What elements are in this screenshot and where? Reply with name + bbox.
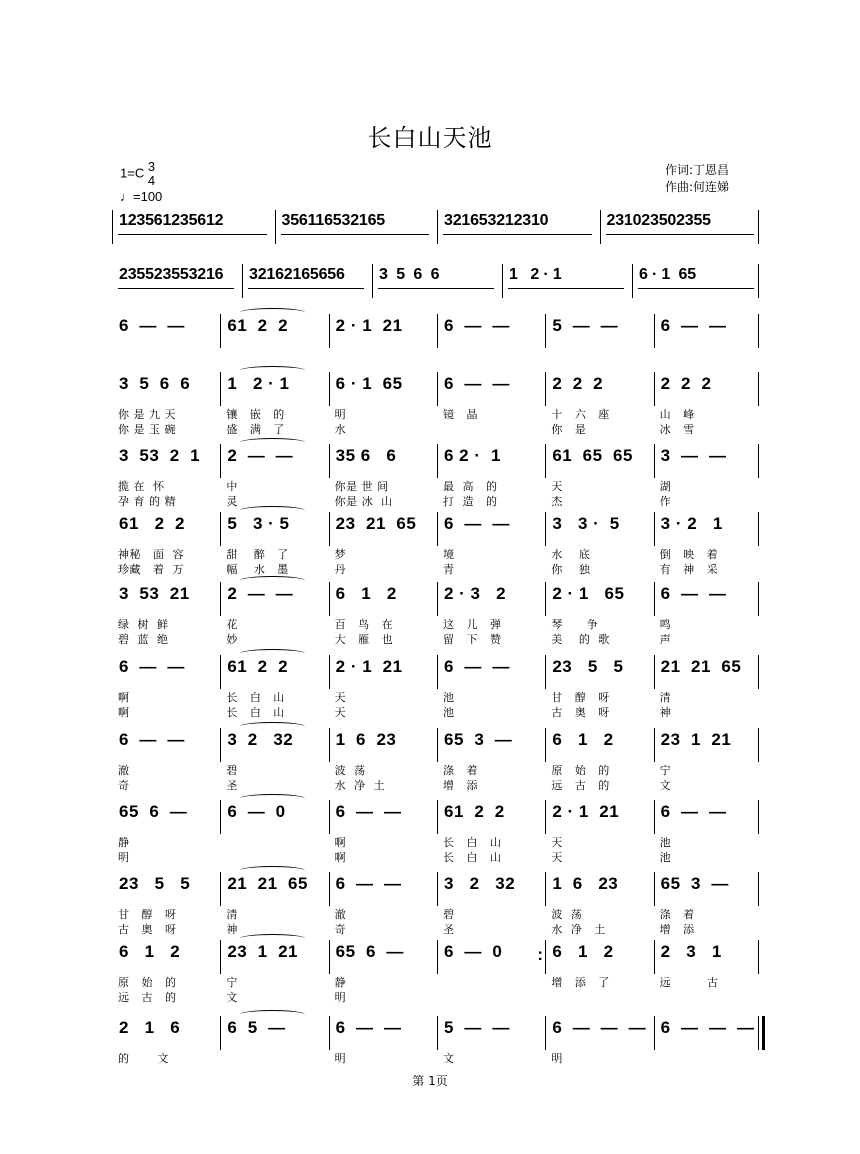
measure-notes: 1 6 23 [552,874,619,893]
lyric-line-2: 你 是 玉 碗 [118,423,176,436]
lyric-line-2: 古 奥 呀 [551,706,610,719]
barline [545,372,546,406]
lyric-line-2: 作 [659,495,672,508]
barline [437,582,438,616]
barline [437,940,438,974]
barline [329,444,330,478]
measure-notes: 3 53 21 [119,584,190,603]
barline [220,372,221,406]
key-signature: 1=C [120,165,145,181]
lyric-line-1: 宁 [659,764,672,777]
measure-notes: 32162165656 [249,266,345,283]
measure-notes: 21 21 65 [660,657,742,676]
lyric-line-1: 你是 世 间 [334,480,389,493]
time-signature [148,160,155,188]
barline [758,314,759,348]
barline [329,1016,330,1050]
measure-notes: 2 3 1 [660,942,722,961]
lyric-line-1: 揽 在 怀 [118,480,165,493]
lyric-line-1: 澈 [334,908,347,921]
measure-notes: 61 65 65 [552,446,633,465]
lyric-line-1: 天 [334,691,347,704]
lyric-line-1: 甘 醇 呀 [118,908,177,921]
barline [437,444,438,478]
lyric-line-1: 的 文 [118,1052,169,1065]
barline [220,940,221,974]
lyric-line-1: 涤 着 [443,764,478,777]
lyric-line-2: 美 的 歌 [551,633,610,646]
lyric-line-2: 你 独 [551,563,591,576]
measure-notes: 1 2 · 1 [509,266,562,283]
barline [545,582,546,616]
measure-notes: 6 — — [444,514,510,533]
lyric-line-1: 碧 [443,908,455,921]
barline [437,872,438,906]
barline [654,940,655,974]
barline [329,728,330,762]
lyric-line-1: 这 儿 弹 [443,618,502,631]
slur-mark [240,366,305,375]
measure-notes: 6 — — [119,730,185,749]
measure-notes: 6 — — [119,316,185,335]
measure-notes: 23 1 21 [227,942,298,961]
measure-notes: 21 21 65 [227,874,308,893]
measure-notes: 356116532165 [281,212,385,229]
lyric-line-1: 最 高 的 [443,480,498,493]
lyric-line-2: 丹 [334,563,347,576]
barline [220,314,221,348]
key-and-tempo [120,160,162,205]
lyric-line-1: 花 [226,618,238,631]
measure-notes: 6 — — [660,316,727,335]
time-signature-bottom: 4 [147,173,156,188]
measure-notes: 6 — — [444,657,510,676]
barline [242,264,243,298]
lyric-line-2: 增 添 [443,779,478,792]
measure-notes: 1 6 23 [335,730,397,749]
barline [437,512,438,546]
barline [437,314,438,348]
measure-notes: 61 2 2 [444,802,505,821]
barline [654,800,655,834]
slur-mark [240,794,305,803]
barline [545,728,546,762]
lyric-line-1: 波 荡 [551,908,583,921]
measure-notes: 6 — — [335,1018,402,1037]
measure-notes: 6 1 2 [335,584,397,603]
lyric-line-2: 水 净 土 [551,923,606,936]
measure-notes: 6 2 · 1 [444,446,501,465]
time-signature-top: 3 [147,159,156,174]
barline [437,372,438,406]
measure-notes: 61 2 2 [227,657,289,676]
barline [329,372,330,406]
measure-notes: 2 · 1 21 [335,657,403,676]
measure-notes: 2 · 1 21 [552,802,620,821]
lyric-line-2: 长 白 山 [226,706,285,719]
lyric-line-1: 山 峰 [659,408,695,421]
lyric-line-1: 梦 [334,548,347,561]
lyric-line-1: 十 六 座 [551,408,610,421]
lyric-line-1: 长 白 山 [226,691,285,704]
lyric-line-2: 盛 满 了 [226,423,285,436]
lyric-line-2: 声 [659,633,672,646]
measure-notes: 6 — — — [552,1018,647,1037]
lyric-line-1: 境 [443,548,455,561]
barline [545,512,546,546]
barline [220,444,221,478]
barline [758,655,759,689]
barline [329,512,330,546]
lyric-line-2: 你是 冰 山 [334,495,393,508]
final-barline [758,1016,759,1050]
barline [654,1016,655,1050]
lyric-line-1: 水 底 [551,548,591,561]
measure-notes: 61 2 2 [119,514,185,533]
lyric-line-1: 倒 映 着 [659,548,719,561]
measure-notes: 6 — — [444,316,510,335]
barline [329,314,330,348]
lyric-line-2: 池 [443,706,455,719]
lyric-line-1: 碧 [226,764,238,777]
barline [758,582,759,616]
measure-notes: 5 — — [552,316,619,335]
measure-notes: 6 — — [660,584,727,603]
slur-mark [240,866,305,875]
beam-line [508,288,624,289]
lyric-line-1: 长 白 山 [443,836,502,849]
barline [545,872,546,906]
measure-notes: 6 · 1 65 [639,266,696,283]
lyric-line-2: 碧 蓝 绝 [118,633,169,646]
lyric-line-2: 灵 [226,495,238,508]
measure-notes: 5 — — [444,1018,510,1037]
barline [220,1016,221,1050]
measure-notes: 6 — — — [660,1018,755,1037]
measure-notes: 3 2 32 [444,874,516,893]
slur-mark [240,722,305,731]
measure-notes: 321653212310 [444,212,549,229]
measure-notes: 6 — — [335,802,402,821]
tempo-marking: =100 [133,189,163,204]
measure-notes: 6 — — [119,657,185,676]
measure-notes: 2 2 2 [660,374,712,393]
lyric-line-2: 有 神 采 [659,563,719,576]
barline [112,210,113,244]
barline [437,800,438,834]
measure-notes: 65 3 — [660,874,729,893]
barline [545,314,546,348]
barline [220,872,221,906]
credits [665,162,729,196]
lyric-line-2: 水 [334,423,347,436]
barline [220,582,221,616]
barline [758,512,759,546]
barline [329,940,330,974]
barline [654,655,655,689]
barline [437,1016,438,1050]
beam-line [606,234,755,235]
barline [275,210,276,244]
barline [600,210,601,244]
measure-notes: 123561235612 [119,212,224,229]
beam-line [378,288,494,289]
measure-notes: 2 — — [227,584,294,603]
beam-line [638,288,754,289]
lyric-line-1: 神秘 面 容 [118,548,184,561]
barline [758,728,759,762]
measure-notes: 23 21 65 [335,514,417,533]
lyric-line-2: 长 白 山 [443,851,502,864]
lyricist: 作词:丁恩昌 [665,163,730,177]
barline [220,800,221,834]
measure-notes: 61 2 2 [227,316,289,335]
measure-notes: 6 1 2 [552,942,614,961]
measure-notes: 2 — — [227,446,294,465]
measure-notes: 2 1 6 [119,1018,181,1037]
lyric-line-2: 增 添 [659,923,695,936]
barline [545,800,546,834]
barline [758,940,759,974]
composer: 作曲:何连娣 [665,180,730,194]
lyric-line-2: 啊 [118,706,130,719]
beam-line [118,234,267,235]
measure-notes: 2 · 3 2 [444,584,507,603]
lyric-line-1: 天 [551,480,563,493]
barline [654,512,655,546]
lyric-line-1: 琴 争 [551,618,599,631]
barline [632,264,633,298]
lyric-line-1: 鸣 [659,618,672,631]
lyric-line-1: 宁 [226,976,238,989]
measure-notes: 23 1 21 [660,730,732,749]
measure-notes: 235523553216 [119,266,224,283]
barline [758,444,759,478]
measure-notes: 2 · 1 65 [552,584,625,603]
barline [758,210,759,244]
measure-notes: 231023502355 [606,212,711,229]
page-number: 第 1页 [412,1074,448,1088]
barline [654,444,655,478]
measure-notes: 6 — 0 [444,942,503,961]
lyric-line-1: 文 [443,1052,455,1065]
lyric-line-1: 明 [551,1052,563,1065]
measure-notes: 6 — — [660,802,727,821]
lyric-line-1: 静 [118,836,130,849]
barline [329,582,330,616]
lyric-line-1: 镶 嵌 的 [226,408,285,421]
measure-notes: 65 6 — [119,802,188,821]
lyric-line-2: 冰 雪 [659,423,695,436]
lyric-line-2: 啊 [334,851,347,864]
measure-notes: 3 — — [660,446,727,465]
lyric-line-1: 静 [334,976,347,989]
lyric-line-1: 池 [659,836,672,849]
measure-notes: 65 3 — [444,730,513,749]
measure-notes: 3 3 · 5 [552,514,620,533]
barline [758,800,759,834]
lyric-line-1: 镜 晶 [443,408,478,421]
measure-notes: 6 — — [444,374,510,393]
barline [758,372,759,406]
lyric-line-2: 大 雁 也 [334,633,394,646]
measure-notes: 3 53 2 1 [119,446,201,465]
measure-notes: 6 5 — [227,1018,286,1037]
slur-mark [240,308,305,317]
lyric-line-2: 神 [226,923,238,936]
lyric-line-1: 天 [551,836,563,849]
barline [437,655,438,689]
lyric-line-1: 湖 [659,480,672,493]
lyric-line-1: 增 添 了 [551,976,610,989]
measure-notes: 2 · 1 21 [335,316,403,335]
slur-mark [240,649,305,658]
measure-notes: 6 — 0 [227,802,286,821]
lyric-line-1: 原 始 的 [118,976,177,989]
slur-mark [240,934,305,943]
lyric-line-1: 百 鸟 在 [334,618,394,631]
lyric-line-2: 天 [551,851,563,864]
lyric-line-2: 珍藏 着 万 [118,563,184,576]
measure-notes: 3 5 6 6 [379,266,440,283]
lyric-line-1: 中 [226,480,238,493]
lyric-line-2: 孕 育 的 精 [118,495,176,508]
beam-line [248,288,364,289]
lyric-line-2: 留 下 赞 [443,633,502,646]
lyric-line-1: 啊 [118,691,130,704]
barline [502,264,503,298]
measure-notes: 23 5 5 [552,657,624,676]
lyric-line-2: 天 [334,706,347,719]
measure-notes: 6 · 1 65 [335,374,403,393]
song-title: 长白山天池 [367,124,493,152]
lyric-line-1: 清 [659,691,672,704]
barline [758,264,759,298]
measure-notes: 6 1 2 [119,942,181,961]
lyric-line-2: 奇 [334,923,347,936]
slur-mark [240,438,305,447]
measure-notes: 3 · 2 1 [660,514,723,533]
lyric-line-2: 青 [443,563,455,576]
quarter-note-icon: ♩ [120,189,133,204]
lyric-line-2: 打 造 的 [443,495,498,508]
measure-notes: 3 2 32 [227,730,294,749]
lyric-line-2: 妙 [226,633,238,646]
barline [654,582,655,616]
barline [545,940,546,974]
lyric-line-2: 幅 水 墨 [226,563,289,576]
beam-line [281,234,430,235]
measure-notes: 5 3 · 5 [227,514,290,533]
barline [654,314,655,348]
lyric-line-2: 远 古 的 [551,779,610,792]
lyric-line-2: 文 [226,991,238,1004]
slur-mark [240,506,305,515]
lyric-line-2: 远 古 的 [118,991,177,1004]
barline [654,872,655,906]
barline [329,655,330,689]
lyric-line-1: 甜 醉 了 [226,548,289,561]
lyric-line-1: 清 [226,908,238,921]
barline [654,728,655,762]
lyric-line-1: 原 始 的 [551,764,610,777]
slur-mark [240,1010,305,1019]
lyric-line-2: 文 [659,779,672,792]
lyric-line-2: 圣 [226,779,238,792]
lyric-line-2: 奇 [118,779,130,792]
lyric-line-2: 水 净 土 [334,779,386,792]
slur-mark [240,576,305,585]
barline [220,655,221,689]
measure-notes: 3 5 6 6 [119,374,191,393]
lyric-line-1: 澈 [118,764,130,777]
barline [220,512,221,546]
measure-notes: 65 6 — [335,942,404,961]
lyric-line-1: 池 [443,691,455,704]
barline [329,800,330,834]
lyric-line-2: 圣 [443,923,455,936]
barline [654,372,655,406]
lyric-line-1: 绿 树 鲜 [118,618,169,631]
lyric-line-2: 你 是 [551,423,587,436]
measure-notes: 6 1 2 [552,730,614,749]
barline [545,655,546,689]
lyric-line-2: 神 [659,706,672,719]
barline [437,210,438,244]
barline [372,264,373,298]
lyric-line-2: 明 [118,851,130,864]
measure-notes: 6 — — [335,874,402,893]
lyric-line-1: 啊 [334,836,347,849]
lyric-line-2: 池 [659,851,672,864]
lyric-line-1: 涤 着 [659,908,695,921]
measure-notes: 35 6 6 [335,446,397,465]
lyric-line-1: 明 [334,408,347,421]
barline [545,444,546,478]
barline [545,1016,546,1050]
barline [329,872,330,906]
lyric-line-2: 杰 [551,495,563,508]
measure-notes: 2 2 2 [552,374,604,393]
lyric-line-2: 明 [334,991,347,1004]
lyric-line-1: 甘 醇 呀 [551,691,610,704]
measure-notes: 23 5 5 [119,874,191,893]
barline [437,728,438,762]
barline [220,728,221,762]
lyric-line-2: 古 奥 呀 [118,923,177,936]
barline [758,872,759,906]
lyric-line-1: 波 荡 [334,764,366,777]
beam-line [443,234,592,235]
lyric-line-1: 远 古 [659,976,719,989]
lyric-line-1: 明 [334,1052,347,1065]
lyric-line-1: 你 是 九 天 [118,408,176,421]
beam-line [118,288,234,289]
measure-notes: 1 2 · 1 [227,374,290,393]
